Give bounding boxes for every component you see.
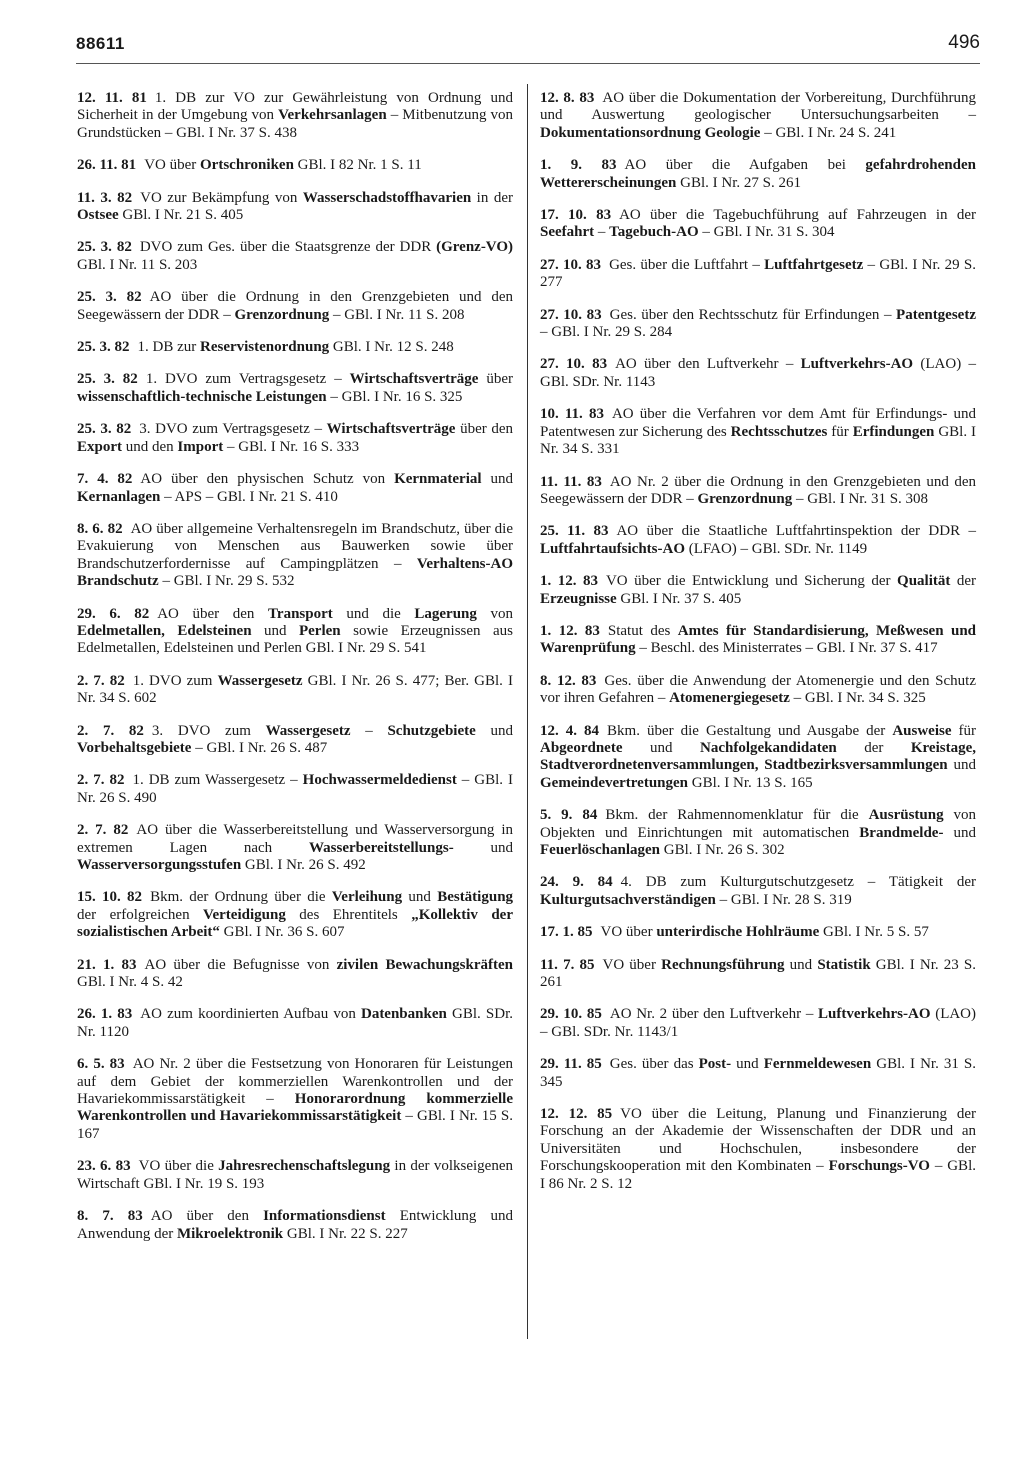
entry-date: 25. 11. 83 bbox=[540, 523, 609, 540]
law-entry bbox=[540, 257, 976, 292]
law-entry bbox=[540, 307, 976, 342]
entry-text: GBl. I Nr. 22 S. 227 bbox=[283, 1225, 408, 1242]
entry-keyword: Luftfahrtgesetz bbox=[764, 256, 864, 273]
entry-text: 1. DB zur VO zur Gewährleistung von Ordnung und Sicherheit in der Umgebung von bbox=[77, 90, 513, 124]
entry-keyword: Seefahrt bbox=[540, 224, 595, 241]
entry-date: 17. 1. 85 bbox=[540, 924, 593, 941]
entry-text: GBl. I Nr. 34 S. 331 bbox=[540, 423, 976, 458]
law-entry bbox=[540, 1106, 976, 1193]
entry-date: 29. 11. 85 bbox=[540, 1056, 602, 1073]
entry-keyword: Reservistenordnung bbox=[200, 339, 330, 356]
entry-text: GBl. I Nr. 11 S. 203 bbox=[77, 256, 198, 273]
entry-text: und bbox=[481, 471, 513, 488]
entry-keyword: Lagerung bbox=[414, 605, 477, 622]
entry-text: in der bbox=[471, 189, 513, 206]
entry-text: und bbox=[622, 739, 701, 756]
entry-date: 26. 1. 83 bbox=[77, 1006, 133, 1023]
entry-keyword: Tagebuch-AO bbox=[609, 224, 699, 241]
entry-text: für bbox=[827, 423, 853, 440]
entry-text: AO über die Verfahren vor dem Amt für Erfindungs- und Patentwesen zur Sicherung des bbox=[540, 406, 976, 440]
entry-text: – APS – GBl. I Nr. 21 S. 410 bbox=[160, 488, 338, 505]
entry-text: des Ehrentitels bbox=[285, 906, 412, 923]
entry-keyword: Wassergesetz bbox=[217, 672, 303, 689]
entry-text: – GBl. I Nr. 29 S. 277 bbox=[540, 256, 977, 291]
entry-keyword: Brandmelde- bbox=[859, 824, 944, 841]
entry-text: – GBl. I Nr. 29 S. 532 bbox=[158, 573, 295, 590]
entry-text: AO über die Befugnisse von bbox=[144, 956, 337, 973]
law-entry bbox=[77, 772, 513, 807]
law-entry bbox=[77, 157, 513, 174]
entry-date: 1. 9. 83 bbox=[540, 157, 617, 174]
entry-text: – GBl. I Nr. 15 S. 167 bbox=[77, 1108, 513, 1142]
law-entry bbox=[540, 356, 976, 391]
entry-date: 8. 7. 83 bbox=[77, 1208, 143, 1225]
entry-text: GBl. I Nr. 12 S. 248 bbox=[329, 339, 454, 356]
entry-text: Ges. über die Anwendung der Atomenergie und den Schutz vor ihren Gefahren – bbox=[540, 672, 976, 707]
entry-date: 24. 9. 84 bbox=[540, 874, 613, 891]
entry-keyword: Wasserbereitstellungs- bbox=[308, 839, 454, 856]
right-column bbox=[540, 90, 976, 1208]
page-number: 496 bbox=[948, 32, 980, 53]
law-entry bbox=[540, 807, 976, 859]
entry-date: 8. 12. 83 bbox=[540, 672, 597, 689]
entry-text: – GBl. I Nr. 26 S. 487 bbox=[191, 739, 328, 756]
law-entry bbox=[77, 239, 513, 274]
entry-keyword: Kernmaterial bbox=[394, 471, 482, 488]
law-entry bbox=[540, 623, 976, 658]
entry-date: 25. 3. 82 bbox=[77, 239, 132, 256]
entry-text: Ges. über die Luftfahrt – bbox=[609, 256, 765, 273]
entry-keyword: Dokumentationsordnung Geologie bbox=[540, 124, 761, 141]
entry-keyword: Statistik bbox=[817, 956, 871, 973]
page-header bbox=[76, 30, 980, 60]
entry-date: 27. 10. 83 bbox=[540, 256, 602, 273]
entry-text: (LAO) – GBl. SDr. Nr. 1143/1 bbox=[540, 1006, 977, 1040]
entry-date: 12. 4. 84 bbox=[540, 722, 600, 739]
entry-text: VO über die Leitung, Planung und Finanzierung der Forschung an der Akademie der Wissenschaften der DDR und an Universitäten und Hochschulen, insbesondere der Forschungskooperation mit den Kombinaten – bbox=[540, 1106, 977, 1175]
entry-text: GBl. I Nr. 13 S. 165 bbox=[688, 774, 813, 791]
entry-keyword: Fernmeldewesen bbox=[763, 1056, 872, 1073]
entry-keyword: Erzeugnisse bbox=[540, 590, 617, 607]
law-entry bbox=[540, 1006, 976, 1041]
law-entry bbox=[540, 723, 976, 793]
entry-text: VO über bbox=[602, 956, 662, 973]
entry-keyword: Hochwassermeldedienst bbox=[302, 772, 457, 789]
entry-text: (LFAO) – GBl. SDr. Nr. 1149 bbox=[685, 540, 868, 557]
left-column bbox=[77, 90, 513, 1258]
entry-text: VO über bbox=[144, 157, 201, 174]
entry-keyword: Verhaltens-AO Brandschutz bbox=[77, 555, 513, 590]
entry-keyword: Kulturgutsachverständigen bbox=[540, 891, 716, 908]
entry-date: 2. 7. 82 bbox=[77, 822, 129, 839]
entry-keyword: Wasserversorgungsstufen bbox=[77, 857, 242, 873]
law-entry bbox=[77, 723, 513, 758]
document-id: 88611 bbox=[76, 34, 125, 53]
entry-text: AO über die Staatliche Luftfahrtinspektion der DDR – bbox=[616, 523, 976, 540]
entry-keyword: Erfindungen bbox=[852, 423, 935, 440]
entry-text: DVO zum Ges. über die Staatsgrenze der DDR bbox=[139, 239, 437, 256]
entry-date: 2. 7. 82 bbox=[77, 722, 144, 739]
entry-text: VO über bbox=[600, 924, 657, 941]
entry-keyword: Ostsee bbox=[77, 207, 119, 224]
entry-keyword: Perlen bbox=[298, 622, 341, 639]
entry-keyword: Forschungs-VO bbox=[828, 1158, 930, 1175]
law-entry bbox=[77, 471, 513, 506]
entry-keyword: Export bbox=[77, 438, 122, 455]
entry-date: 11. 7. 85 bbox=[540, 956, 595, 973]
entry-keyword: Verteidigung bbox=[203, 906, 286, 923]
entry-text: GBl. I Nr. 37 S. 405 bbox=[616, 590, 742, 607]
entry-date: 11. 3. 82 bbox=[77, 189, 133, 206]
entry-text: 4. DB zum Kulturgutschutzgesetz – Tätigkeit der bbox=[620, 874, 976, 891]
entry-date: 11. 11. 83 bbox=[540, 473, 602, 490]
entry-text: GBl. SDr. Nr. 1120 bbox=[77, 1006, 513, 1040]
entry-text: AO Nr. 2 über den Luftverkehr – bbox=[609, 1006, 819, 1023]
entry-keyword: Abgeordnete bbox=[540, 739, 623, 756]
entry-text: AO über den Luftverkehr – bbox=[615, 356, 801, 373]
law-entry bbox=[77, 822, 513, 874]
entry-text: – bbox=[594, 224, 610, 241]
entry-keyword: Rechtsschutzes bbox=[730, 423, 828, 440]
entry-text: AO Nr. 2 über die Festsetzung von Honoraren für Leistungen auf dem Gebiet der kommerziellen Warenkontrollen und der Havariekommissarstätigkeit – bbox=[77, 1056, 514, 1108]
entry-text: – Mitbenutzung von Grundstücken – GBl. I Nr. 37 S. 438 bbox=[77, 107, 514, 141]
entry-keyword: Wirtschaftsverträge bbox=[326, 421, 456, 438]
entry-text: und bbox=[784, 956, 818, 973]
entry-date: 10. 11. 83 bbox=[540, 406, 604, 423]
entry-text: 1. DB zum Wassergesetz – bbox=[132, 772, 303, 789]
entry-text: von bbox=[476, 605, 514, 622]
entry-text: GBl. I Nr. 26 S. 477; Ber. GBl. I Nr. 34 S. 602 bbox=[77, 672, 514, 707]
entry-text: Entwicklung und Anwendung der bbox=[77, 1208, 514, 1242]
entry-text: GBl. I Nr. 31 S. 345 bbox=[540, 1056, 976, 1090]
entry-date: 2. 7. 82 bbox=[77, 672, 125, 689]
entry-keyword: Verleihung bbox=[331, 889, 403, 906]
entry-text: 1. DVO zum Vertragsgesetz – bbox=[145, 371, 350, 388]
entry-date: 27. 10. 83 bbox=[540, 356, 608, 373]
entry-date: 8. 6. 82 bbox=[77, 520, 123, 537]
law-entry bbox=[77, 1208, 513, 1243]
law-entry bbox=[540, 90, 976, 142]
law-entry bbox=[540, 573, 976, 608]
entry-text: AO über den bbox=[157, 605, 269, 622]
entry-text: AO zum koordinierten Aufbau von bbox=[140, 1006, 361, 1023]
entry-keyword: Ausweise bbox=[892, 722, 952, 739]
entry-date: 12. 11. 81 bbox=[77, 90, 147, 106]
law-entry bbox=[77, 421, 513, 456]
entry-date: 6. 5. 83 bbox=[77, 1056, 125, 1073]
entry-date: 1. 12. 83 bbox=[540, 622, 600, 639]
entry-text: GBl. I Nr. 36 S. 607 bbox=[219, 924, 345, 941]
entry-keyword: Gemeindevertretungen bbox=[540, 774, 689, 791]
entry-keyword: Datenbanken bbox=[360, 1006, 447, 1023]
entry-keyword: Grenzordnung bbox=[697, 490, 793, 507]
entry-keyword: Import bbox=[177, 438, 224, 455]
law-entry bbox=[77, 521, 513, 591]
entry-date: 27. 10. 83 bbox=[540, 306, 602, 323]
entry-date: 17. 10. 83 bbox=[540, 207, 612, 224]
entry-text: 3. DVO zum Vertragsgesetz – bbox=[139, 421, 327, 438]
entry-keyword: Kernanlagen bbox=[77, 488, 161, 505]
entry-keyword: Informationsdienst bbox=[263, 1208, 386, 1225]
entry-keyword: Rechnungsführung bbox=[661, 956, 785, 973]
entry-text: über den bbox=[455, 421, 514, 438]
entry-date: 23. 6. 83 bbox=[77, 1158, 131, 1175]
entry-text: – GBl. I Nr. 11 S. 208 bbox=[329, 306, 465, 323]
law-entry bbox=[540, 957, 976, 992]
entry-text: AO Nr. 2 über die Ordnung in den Grenzgebieten und den Seegewässern der DDR – bbox=[540, 473, 976, 507]
entry-text: GBl. I Nr. 4 S. 42 bbox=[77, 974, 183, 991]
entry-text: – GBl. I 86 Nr. 2 S. 12 bbox=[540, 1158, 976, 1192]
entry-text: – GBl. I Nr. 31 S. 304 bbox=[698, 224, 835, 241]
entry-text: von Objekten und Einrichtungen mit automatischen bbox=[540, 807, 977, 841]
entry-text: und den bbox=[122, 438, 178, 455]
entry-date: 25. 3. 82 bbox=[77, 371, 138, 388]
entry-text: VO über die bbox=[138, 1158, 219, 1175]
entry-date: 5. 9. 84 bbox=[540, 807, 598, 824]
entry-text: GBl. I Nr. 23 S. 261 bbox=[540, 956, 977, 991]
entry-keyword: Transport bbox=[268, 605, 333, 622]
law-entry bbox=[540, 673, 976, 708]
entry-text: AO über die Wasserbereitstellung und Wasserversorgung in extremen Lagen nach bbox=[77, 822, 513, 856]
entry-text: (LAO) – GBl. SDr. Nr. 1143 bbox=[540, 356, 976, 390]
entry-keyword: Jahresrechenschaftslegung bbox=[218, 1158, 391, 1175]
entry-text: – GBl. I Nr. 29 S. 284 bbox=[540, 324, 673, 341]
entry-keyword: Vorbehaltsgebiete bbox=[77, 739, 192, 756]
entry-keyword: Kreistage, Stadtverordnetenversammlungen, Stadtbezirksversammlungen bbox=[540, 739, 976, 774]
entry-text: GBl. I Nr. 26 S. 492 bbox=[241, 857, 366, 873]
entry-text: VO zur Bekämpfung von bbox=[140, 189, 303, 206]
law-entry bbox=[540, 924, 976, 941]
entry-keyword: Post- bbox=[698, 1056, 732, 1073]
entry-text: sowie Erzeugnissen aus Edelmetallen, Edelsteinen und Perlen GBl. I Nr. 29 S. 541 bbox=[77, 622, 514, 657]
entry-text: AO über die Aufgaben bei bbox=[624, 157, 866, 174]
entry-date: 29. 10. 85 bbox=[540, 1006, 602, 1023]
entry-text: – bbox=[350, 722, 388, 739]
entry-text: 1. DB zur bbox=[137, 339, 200, 356]
entry-date: 21. 1. 83 bbox=[77, 956, 137, 973]
law-entry bbox=[540, 207, 976, 242]
entry-date: 25. 3. 82 bbox=[77, 289, 142, 306]
entry-text: und die bbox=[332, 605, 415, 622]
entry-text: und bbox=[947, 757, 977, 774]
entry-text: – GBl. I Nr. 31 S. 308 bbox=[792, 490, 929, 507]
entry-text: GBl. I Nr. 27 S. 261 bbox=[676, 174, 801, 191]
entry-keyword: Mikroelektronik bbox=[176, 1225, 284, 1242]
entry-keyword: „Kollektiv der sozialistischen Arbeit“ bbox=[77, 906, 513, 941]
entry-text: GBl. I Nr. 26 S. 302 bbox=[660, 842, 785, 858]
entry-text: – Beschl. des Ministerrates – GBl. I Nr. 37 S. 417 bbox=[635, 640, 938, 657]
entry-date: 7. 4. 82 bbox=[77, 471, 133, 488]
entry-date: 29. 6. 82 bbox=[77, 605, 150, 622]
entry-text: – GBl. I Nr. 34 S. 325 bbox=[789, 690, 926, 707]
header-rule bbox=[76, 63, 980, 64]
entry-date: 26. 11. 81 bbox=[77, 157, 137, 174]
entry-keyword: Grenzordnung bbox=[234, 306, 330, 323]
entry-keyword: Bestätigung bbox=[437, 889, 514, 906]
entry-keyword: (Grenz-VO) bbox=[436, 239, 514, 256]
entry-text: GBl. I Nr. 21 S. 405 bbox=[118, 207, 244, 224]
entry-date: 25. 3. 82 bbox=[77, 339, 130, 356]
entry-text: Bkm. über die Gestaltung und Ausgabe der bbox=[607, 722, 893, 739]
entry-text: für bbox=[951, 722, 977, 739]
entry-date: 15. 10. 82 bbox=[77, 889, 143, 906]
entry-text: AO über allgemeine Verhaltensregeln im Brandschutz, über die Evakuierung von Menschen aus Bauwerken sowie über Brandschutzerfordernisse auf Campingplätzen – bbox=[77, 520, 513, 572]
entry-text: über bbox=[478, 371, 514, 388]
law-entry bbox=[77, 339, 513, 356]
entry-keyword: Atomenergiegesetz bbox=[669, 690, 790, 707]
law-entry bbox=[77, 289, 513, 324]
entry-keyword: Nachfolgekandidaten bbox=[700, 739, 837, 756]
entry-text: GBl. I Nr. 5 S. 57 bbox=[819, 924, 929, 941]
entry-keyword: Verkehrsanlagen bbox=[278, 107, 387, 124]
entry-keyword: Wassergesetz bbox=[265, 722, 351, 739]
entry-keyword: Wirtschaftsverträge bbox=[349, 371, 479, 388]
law-entry bbox=[540, 474, 976, 509]
entry-keyword: Honorarordnung kommerzielle Warenkontrollen und Havariekommissarstätigkeit bbox=[77, 1091, 513, 1125]
entry-text: der erfolgreichen bbox=[77, 906, 204, 923]
entry-text: und bbox=[943, 824, 977, 841]
entry-keyword: Schutzgebiete bbox=[387, 722, 476, 739]
law-entry bbox=[77, 1006, 513, 1041]
law-entry bbox=[77, 190, 513, 225]
law-entry bbox=[77, 673, 513, 708]
entry-keyword: gefahrdrohenden Wettererscheinungen bbox=[540, 157, 976, 191]
entry-keyword: Ausrüstung bbox=[868, 807, 944, 824]
entry-keyword: zivilen Bewachungskräften bbox=[336, 956, 513, 973]
entry-keyword: Wasserschadstoffhavarien bbox=[302, 189, 472, 206]
law-entry bbox=[77, 1056, 513, 1143]
entry-text: – GBl. I Nr. 24 S. 241 bbox=[760, 124, 897, 141]
law-entry bbox=[540, 157, 976, 192]
entry-date: 25. 3. 82 bbox=[77, 421, 132, 438]
entry-keyword: Luftverkehrs-AO bbox=[800, 356, 914, 373]
entry-text: AO über die Dokumentation der Vorbereitung, Durchführung und Auswertung geologischer Untersuchungsarbeiten – bbox=[540, 90, 977, 124]
law-entry bbox=[77, 957, 513, 992]
entry-text: und bbox=[402, 889, 438, 906]
entry-text: Bkm. der Ordnung über die bbox=[150, 889, 332, 906]
entry-text: – GBl. I Nr. 16 S. 325 bbox=[326, 388, 463, 405]
entry-date: 2. 7. 82 bbox=[77, 772, 125, 789]
entry-text: – GBl. I Nr. 26 S. 490 bbox=[77, 772, 514, 806]
entry-text: VO über die Entwicklung und Sicherung der bbox=[605, 573, 898, 590]
law-entry bbox=[77, 1158, 513, 1193]
entry-text: Bkm. der Rahmennomenklatur für die bbox=[605, 807, 869, 824]
law-entry bbox=[540, 523, 976, 558]
entry-text: 1. DVO zum bbox=[132, 672, 218, 689]
entry-keyword: Edelmetallen, Edelsteinen bbox=[77, 622, 252, 639]
entry-text: AO über den physischen Schutz von bbox=[140, 471, 395, 488]
entry-keyword: Amtes für Standardisierung, Meßwesen und Warenprüfung bbox=[540, 622, 976, 657]
entry-keyword: Luftverkehrs-AO bbox=[818, 1006, 931, 1023]
entry-text: 3. DVO zum bbox=[151, 722, 266, 739]
law-entry bbox=[77, 90, 513, 142]
entry-text: AO über die Tagebuchführung auf Fahrzeugen in der bbox=[619, 207, 976, 224]
entry-date: 1. 12. 83 bbox=[540, 573, 598, 590]
entry-keyword: Luftfahrtaufsichts-AO bbox=[540, 540, 685, 557]
entry-text: Ges. über das bbox=[609, 1056, 699, 1073]
entry-text: – GBl. I Nr. 28 S. 319 bbox=[715, 891, 852, 908]
entry-text: und bbox=[453, 839, 513, 856]
entry-keyword: Patentgesetz bbox=[896, 306, 976, 323]
entry-text: und bbox=[731, 1056, 764, 1073]
entry-text: in der volkseigenen Wirtschaft GBl. I Nr. 19 S. 193 bbox=[77, 1158, 513, 1192]
entry-keyword: Qualität bbox=[897, 573, 951, 590]
entry-text: und bbox=[251, 622, 299, 639]
entry-keyword: Ortschroniken bbox=[200, 157, 294, 174]
law-entry bbox=[77, 371, 513, 406]
entry-text: – GBl. I Nr. 16 S. 333 bbox=[223, 438, 360, 455]
column-divider bbox=[527, 84, 528, 1339]
entry-date: 12. 8. 83 bbox=[540, 90, 595, 106]
law-entry bbox=[77, 889, 513, 941]
entry-text: AO über die Ordnung in den Grenzgebieten und den Seegewässern der DDR – bbox=[77, 289, 514, 323]
law-entry bbox=[540, 874, 976, 909]
entry-text: und bbox=[475, 722, 513, 739]
law-entry bbox=[77, 606, 513, 658]
entry-keyword: unterirdische Hohlräume bbox=[656, 924, 820, 941]
entry-text: Statut des bbox=[607, 622, 678, 639]
law-entry bbox=[540, 406, 976, 458]
entry-keyword: Feuerlöschanlagen bbox=[540, 842, 660, 858]
entry-text: AO über den bbox=[150, 1208, 264, 1225]
entry-text: Ges. über den Rechtsschutz für Erfindungen – bbox=[609, 306, 897, 323]
entry-text: GBl. I 82 Nr. 1 S. 11 bbox=[293, 157, 422, 174]
law-entry bbox=[540, 1056, 976, 1091]
entry-date: 12. 12. 85 bbox=[540, 1106, 613, 1123]
entry-keyword: wissenschaftlich-technische Leistungen bbox=[77, 388, 327, 405]
entry-text: der bbox=[836, 739, 911, 756]
entry-text: der bbox=[950, 573, 976, 590]
